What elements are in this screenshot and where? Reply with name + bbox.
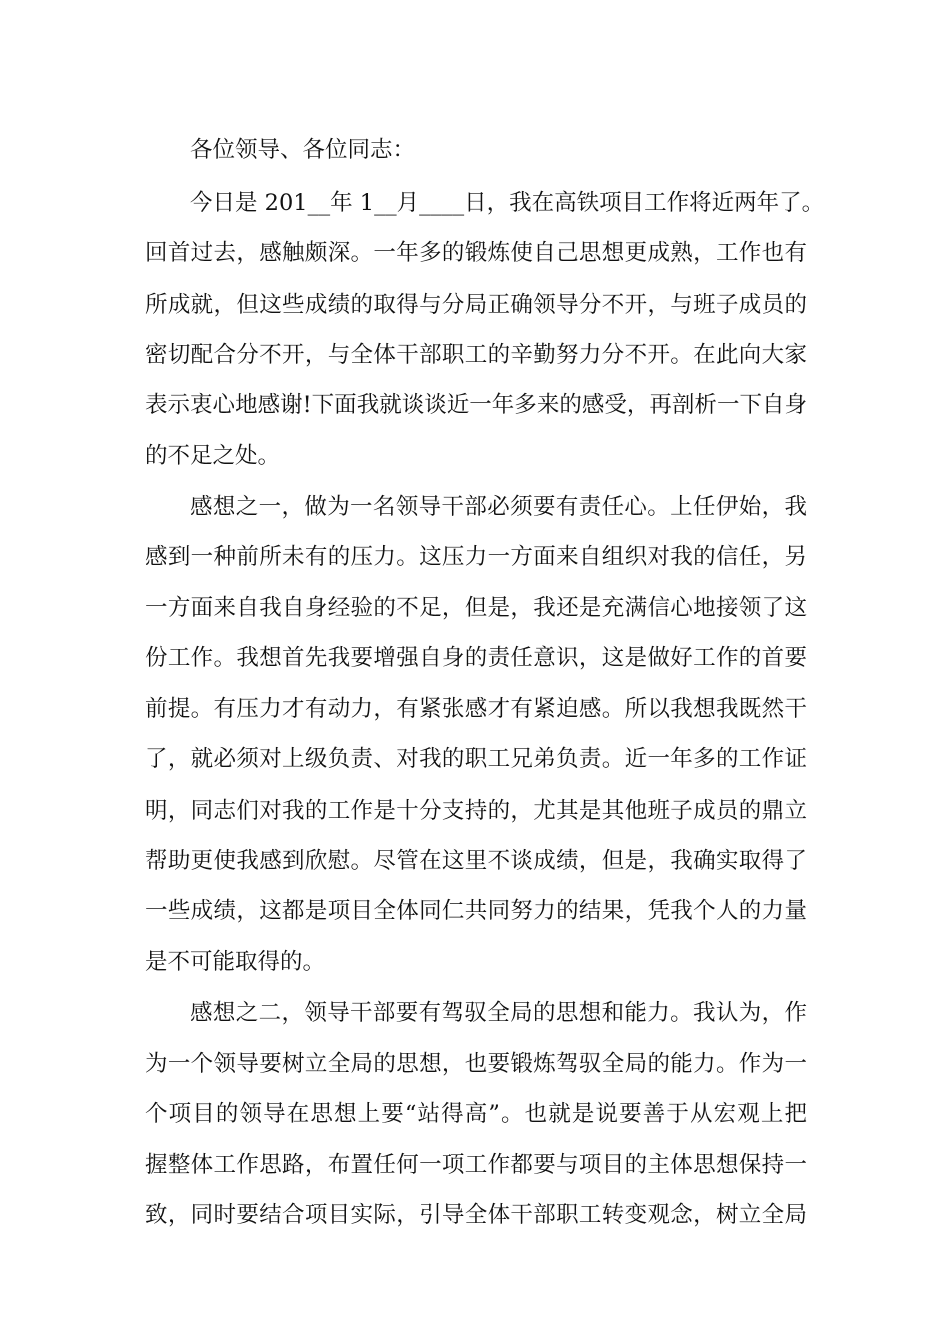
paragraph-2-line-9: 一些成绩，这都是项目全体同仁共同努力的结果，凭我个人的力量 <box>145 898 807 924</box>
greeting-line: 各位领导、各位同志： <box>190 137 416 163</box>
paragraph-2-line-6: 了，就必须对上级负责、对我的职工兄弟负责。近一年多的工作证 <box>145 746 807 772</box>
paragraph-2-line-8: 帮助更使我感到欣慰。尽管在这里不谈成绩，但是，我确实取得了 <box>145 848 807 874</box>
paragraph-2-line-7: 明，同志们对我的工作是十分支持的，尤其是其他班子成员的鼎立 <box>145 798 807 824</box>
paragraph-1-line-2: 回首过去，感触颇深。一年多的锻炼使自己思想更成熟，工作也有 <box>145 240 807 266</box>
paragraph-3-line-3: 个项目的领导在思想上要“站得高”。也就是说要善于从宏观上把 <box>145 1101 807 1127</box>
paragraph-2-line-3: 一方面来自我自身经验的不足，但是，我还是充满信心地接领了这 <box>145 595 807 621</box>
paragraph-3-line-4: 握整体工作思路，布置任何一项工作都要与项目的主体思想保持一 <box>145 1152 807 1178</box>
paragraph-1-line-6: 的不足之处。 <box>145 443 281 469</box>
paragraph-1-line-4: 密切配合分不开，与全体干部职工的辛勤努力分不开。在此向大家 <box>145 342 807 368</box>
paragraph-1-line-5: 表示衷心地感谢!下面我就谈谈近一年多来的感受，再剖析一下自身 <box>145 392 807 418</box>
paragraph-2-line-5: 前提。有压力才有动力，有紧张感才有紧迫感。所以我想我既然干 <box>145 696 807 722</box>
paragraph-2-line-1: 感想之一，做为一名领导干部必须要有责任心。上任伊始，我 <box>190 494 807 520</box>
paragraph-1-line-1: 今日是 201__年 1__月____日，我在高铁项目工作将近两年了。 <box>190 190 825 216</box>
paragraph-2-line-10: 是不可能取得的。 <box>145 949 326 975</box>
paragraph-2-line-4: 份工作。我想首先我要增强自身的责任意识，这是做好工作的首要 <box>145 645 807 671</box>
paragraph-1-line-3: 所成就，但这些成绩的取得与分局正确领导分不开，与班子成员的 <box>145 292 807 318</box>
paragraph-3-line-2: 为一个领导要树立全局的思想，也要锻炼驾驭全局的能力。作为一 <box>145 1051 807 1077</box>
paragraph-2-line-2: 感到一种前所未有的压力。这压力一方面来自组织对我的信任，另 <box>145 544 807 570</box>
paragraph-3-line-1: 感想之二，领导干部要有驾驭全局的思想和能力。我认为，作 <box>190 1000 807 1026</box>
paragraph-3-line-5: 致，同时要结合项目实际，引导全体干部职工转变观念，树立全局 <box>145 1202 807 1228</box>
